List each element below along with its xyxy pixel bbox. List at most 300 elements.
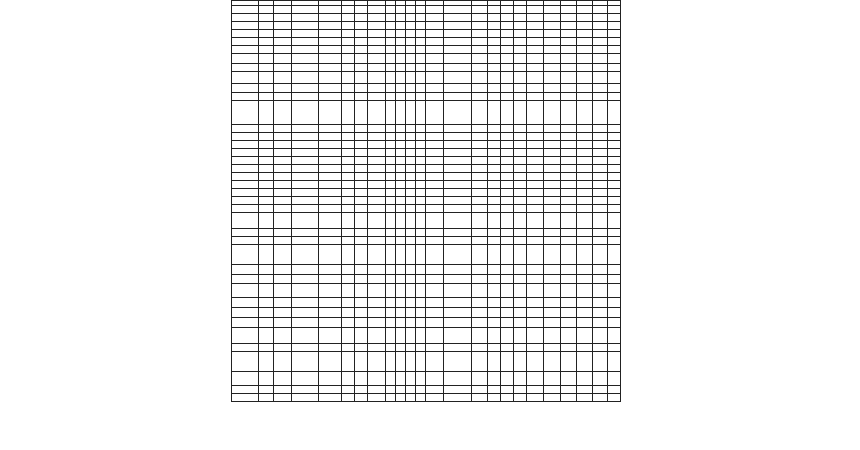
table-cell xyxy=(472,72,488,84)
table-cell xyxy=(501,125,514,133)
table-cell xyxy=(472,30,488,38)
table-cell xyxy=(274,394,292,402)
table-cell xyxy=(274,101,292,125)
table-cell xyxy=(577,275,593,284)
table-cell xyxy=(544,197,561,205)
table-row xyxy=(232,64,621,72)
table-cell xyxy=(406,54,416,64)
table-cell xyxy=(396,245,406,265)
table-cell xyxy=(593,229,608,237)
table-cell xyxy=(444,101,472,125)
table-cell xyxy=(472,189,488,197)
table-cell xyxy=(342,372,355,386)
table-cell xyxy=(514,298,527,308)
table-cell xyxy=(444,352,472,372)
table-cell xyxy=(426,14,444,22)
table-cell xyxy=(501,197,514,205)
table-cell xyxy=(342,38,355,46)
table-cell xyxy=(416,54,426,64)
table-cell xyxy=(501,14,514,22)
table-cell xyxy=(355,229,368,237)
table-cell xyxy=(406,328,416,344)
table-cell xyxy=(259,197,274,205)
table-cell xyxy=(444,328,472,344)
table-cell xyxy=(514,173,527,181)
table-cell xyxy=(608,344,621,352)
table-cell xyxy=(488,54,501,64)
table-cell xyxy=(386,197,396,205)
table-cell xyxy=(426,189,444,197)
table-cell xyxy=(396,284,406,298)
table-cell xyxy=(501,149,514,157)
table-cell xyxy=(386,64,396,72)
table-cell xyxy=(426,133,444,141)
table-cell xyxy=(396,344,406,352)
table-cell xyxy=(608,30,621,38)
table-cell xyxy=(232,133,259,141)
table-cell xyxy=(368,133,386,141)
table-cell xyxy=(319,229,342,237)
table-cell xyxy=(274,38,292,46)
table-cell xyxy=(259,125,274,133)
table-cell xyxy=(292,237,319,245)
table-cell xyxy=(472,344,488,352)
table-cell xyxy=(386,125,396,133)
table-cell xyxy=(342,298,355,308)
table-cell xyxy=(501,101,514,125)
table-cell xyxy=(426,308,444,318)
table-cell xyxy=(527,6,544,14)
table-cell xyxy=(608,101,621,125)
table-cell xyxy=(396,372,406,386)
table-cell xyxy=(232,149,259,157)
table-cell xyxy=(544,229,561,237)
table-cell xyxy=(386,72,396,84)
table-cell xyxy=(355,93,368,101)
table-cell xyxy=(444,181,472,189)
table-cell xyxy=(561,157,577,165)
table-cell xyxy=(416,318,426,328)
table-cell xyxy=(608,284,621,298)
table-cell xyxy=(426,372,444,386)
table-cell xyxy=(319,189,342,197)
table-cell xyxy=(444,298,472,308)
table-cell xyxy=(386,165,396,173)
table-cell xyxy=(355,318,368,328)
table-cell xyxy=(593,101,608,125)
table-cell xyxy=(292,352,319,372)
table-cell xyxy=(368,181,386,189)
table-cell xyxy=(608,22,621,30)
table-cell xyxy=(444,372,472,386)
table-cell xyxy=(514,165,527,173)
table-cell xyxy=(232,284,259,298)
table-cell xyxy=(396,22,406,30)
table-cell xyxy=(386,352,396,372)
table-cell xyxy=(368,245,386,265)
table-cell xyxy=(342,197,355,205)
table-cell xyxy=(514,14,527,22)
table-cell xyxy=(444,64,472,72)
table-cell xyxy=(577,125,593,133)
table-cell xyxy=(342,318,355,328)
table-cell xyxy=(396,14,406,22)
table-cell xyxy=(577,157,593,165)
table-cell xyxy=(608,64,621,72)
table-row xyxy=(232,197,621,205)
table-cell xyxy=(593,14,608,22)
table-cell xyxy=(444,229,472,237)
table-cell xyxy=(368,372,386,386)
table-cell xyxy=(488,275,501,284)
table-cell xyxy=(561,14,577,22)
table-cell xyxy=(527,394,544,402)
table-cell xyxy=(593,352,608,372)
table-cell xyxy=(561,141,577,149)
table-cell xyxy=(444,30,472,38)
table-cell xyxy=(355,197,368,205)
table-row xyxy=(232,372,621,386)
table-cell xyxy=(444,344,472,352)
table-cell xyxy=(527,298,544,308)
table-cell xyxy=(355,213,368,229)
table-cell xyxy=(514,308,527,318)
table-cell xyxy=(386,101,396,125)
table-cell xyxy=(561,298,577,308)
table-cell xyxy=(259,205,274,213)
table-cell xyxy=(319,30,342,38)
table-cell xyxy=(319,6,342,14)
table-cell xyxy=(577,14,593,22)
table-cell xyxy=(406,344,416,352)
table-cell xyxy=(416,72,426,84)
table-cell xyxy=(232,72,259,84)
table-cell xyxy=(386,328,396,344)
table-cell xyxy=(292,275,319,284)
table-cell xyxy=(292,72,319,84)
table-cell xyxy=(274,344,292,352)
table-row xyxy=(232,125,621,133)
table-cell xyxy=(292,344,319,352)
table-row xyxy=(232,101,621,125)
table-cell xyxy=(561,38,577,46)
table-cell xyxy=(501,352,514,372)
table-cell xyxy=(426,22,444,30)
table-cell xyxy=(368,275,386,284)
table-cell xyxy=(396,30,406,38)
table-cell xyxy=(426,38,444,46)
table-cell xyxy=(593,328,608,344)
table-cell xyxy=(292,386,319,394)
table-cell xyxy=(577,22,593,30)
table-cell xyxy=(488,133,501,141)
table-cell xyxy=(488,173,501,181)
table-cell xyxy=(355,14,368,22)
table-cell xyxy=(355,173,368,181)
table-cell xyxy=(274,165,292,173)
table-cell xyxy=(274,189,292,197)
table-cell xyxy=(593,344,608,352)
table-cell xyxy=(292,84,319,93)
table-cell xyxy=(527,133,544,141)
table-cell xyxy=(274,54,292,64)
table-cell xyxy=(527,328,544,344)
table-cell xyxy=(527,14,544,22)
table-cell xyxy=(514,149,527,157)
table-cell xyxy=(368,54,386,64)
table-cell xyxy=(355,149,368,157)
table-cell xyxy=(396,84,406,93)
table-row xyxy=(232,165,621,173)
table-cell xyxy=(444,275,472,284)
table-cell xyxy=(544,64,561,72)
table-cell xyxy=(444,54,472,64)
table-cell xyxy=(355,189,368,197)
table-row xyxy=(232,205,621,213)
table-cell xyxy=(416,6,426,14)
table-cell xyxy=(514,101,527,125)
table-cell xyxy=(472,125,488,133)
table-row xyxy=(232,229,621,237)
table-cell xyxy=(406,149,416,157)
table-cell xyxy=(274,318,292,328)
table-cell xyxy=(416,352,426,372)
table-cell xyxy=(488,245,501,265)
table-cell xyxy=(472,265,488,275)
table-cell xyxy=(488,64,501,72)
table-cell xyxy=(319,22,342,30)
table-cell xyxy=(577,6,593,14)
table-cell xyxy=(488,229,501,237)
table-cell xyxy=(274,181,292,189)
table-cell xyxy=(232,173,259,181)
table-cell xyxy=(355,372,368,386)
table-cell xyxy=(426,213,444,229)
table-cell xyxy=(444,245,472,265)
table-cell xyxy=(416,237,426,245)
table-cell xyxy=(386,46,396,54)
table-cell xyxy=(593,46,608,54)
table-cell xyxy=(319,38,342,46)
table-cell xyxy=(319,46,342,54)
table-cell xyxy=(396,197,406,205)
table-cell xyxy=(472,328,488,344)
table-cell xyxy=(386,205,396,213)
table-cell xyxy=(514,344,527,352)
table-cell xyxy=(544,22,561,30)
table-cell xyxy=(342,64,355,72)
table-cell xyxy=(292,38,319,46)
table-cell xyxy=(472,298,488,308)
table-cell xyxy=(274,308,292,318)
table-cell xyxy=(472,6,488,14)
table-cell xyxy=(444,284,472,298)
table-cell xyxy=(544,328,561,344)
table-cell xyxy=(368,386,386,394)
table-cell xyxy=(527,64,544,72)
table-cell xyxy=(608,72,621,84)
table-cell xyxy=(416,64,426,72)
table-cell xyxy=(472,84,488,93)
table-cell xyxy=(386,93,396,101)
table-cell xyxy=(292,46,319,54)
table-cell xyxy=(416,372,426,386)
table-cell xyxy=(274,372,292,386)
table-cell xyxy=(608,157,621,165)
table-cell xyxy=(527,237,544,245)
table-cell xyxy=(406,30,416,38)
table-cell xyxy=(577,352,593,372)
table-cell xyxy=(386,394,396,402)
table-cell xyxy=(544,265,561,275)
table-cell xyxy=(355,101,368,125)
table-cell xyxy=(292,245,319,265)
table-cell xyxy=(319,64,342,72)
table-cell xyxy=(292,173,319,181)
table-cell xyxy=(514,46,527,54)
table-cell xyxy=(259,189,274,197)
table-cell xyxy=(232,298,259,308)
table-cell xyxy=(426,165,444,173)
table-cell xyxy=(544,213,561,229)
table-cell xyxy=(544,141,561,149)
table-cell xyxy=(406,352,416,372)
table-cell xyxy=(368,318,386,328)
table-cell xyxy=(319,84,342,93)
table-cell xyxy=(561,22,577,30)
table-cell xyxy=(396,93,406,101)
table-cell xyxy=(444,141,472,149)
table-row xyxy=(232,265,621,275)
table-cell xyxy=(501,318,514,328)
table-row xyxy=(232,308,621,318)
table-row xyxy=(232,344,621,352)
table-cell xyxy=(593,133,608,141)
table-row xyxy=(232,6,621,14)
table-cell xyxy=(544,46,561,54)
table-cell xyxy=(406,173,416,181)
table-cell xyxy=(527,149,544,157)
table-cell xyxy=(544,157,561,165)
table-cell xyxy=(593,72,608,84)
table-cell xyxy=(396,46,406,54)
table-cell xyxy=(342,133,355,141)
table-cell xyxy=(501,308,514,318)
table-cell xyxy=(259,181,274,189)
table-row xyxy=(232,181,621,189)
table-cell xyxy=(259,308,274,318)
table-cell xyxy=(368,173,386,181)
table-cell xyxy=(259,229,274,237)
table-cell xyxy=(472,245,488,265)
table-cell xyxy=(488,157,501,165)
table-cell xyxy=(561,386,577,394)
table-cell xyxy=(355,394,368,402)
table-cell xyxy=(342,265,355,275)
table-cell xyxy=(488,284,501,298)
table-cell xyxy=(426,54,444,64)
table-cell xyxy=(577,205,593,213)
table-cell xyxy=(259,173,274,181)
table-cell xyxy=(444,386,472,394)
table-cell xyxy=(368,298,386,308)
table-cell xyxy=(488,22,501,30)
table-cell xyxy=(319,372,342,386)
table-cell xyxy=(386,22,396,30)
table-cell xyxy=(608,352,621,372)
table-cell xyxy=(259,93,274,101)
table-cell xyxy=(544,6,561,14)
data-table xyxy=(231,0,621,402)
table-cell xyxy=(608,38,621,46)
table-cell xyxy=(577,30,593,38)
table-cell xyxy=(232,54,259,64)
table-cell xyxy=(396,38,406,46)
table-cell xyxy=(416,173,426,181)
table-cell xyxy=(342,229,355,237)
table-cell xyxy=(577,38,593,46)
table-cell xyxy=(527,84,544,93)
table-cell xyxy=(406,284,416,298)
table-cell xyxy=(368,101,386,125)
table-cell xyxy=(406,394,416,402)
table-cell xyxy=(259,275,274,284)
table-cell xyxy=(342,125,355,133)
table-cell xyxy=(593,64,608,72)
table-cell xyxy=(527,189,544,197)
table-cell xyxy=(426,197,444,205)
table-cell xyxy=(406,237,416,245)
table-cell xyxy=(561,101,577,125)
table-cell xyxy=(593,284,608,298)
table-cell xyxy=(386,6,396,14)
table-cell xyxy=(472,394,488,402)
table-cell xyxy=(342,189,355,197)
table-cell xyxy=(577,93,593,101)
table-cell xyxy=(259,328,274,344)
table-cell xyxy=(355,344,368,352)
table-cell xyxy=(544,93,561,101)
table-cell xyxy=(514,229,527,237)
table-cell xyxy=(406,133,416,141)
table-cell xyxy=(514,38,527,46)
table-cell xyxy=(368,165,386,173)
table-cell xyxy=(608,275,621,284)
table-cell xyxy=(274,237,292,245)
table-cell xyxy=(593,38,608,46)
table-cell xyxy=(396,54,406,64)
table-cell xyxy=(426,265,444,275)
table-cell xyxy=(426,394,444,402)
table-cell xyxy=(274,84,292,93)
table-cell xyxy=(396,205,406,213)
table-cell xyxy=(488,181,501,189)
table-cell xyxy=(319,344,342,352)
table-cell xyxy=(406,229,416,237)
table-cell xyxy=(386,189,396,197)
table-cell xyxy=(444,173,472,181)
table-cell xyxy=(368,93,386,101)
table-cell xyxy=(501,394,514,402)
table-cell xyxy=(426,72,444,84)
table-cell xyxy=(501,245,514,265)
table-cell xyxy=(342,394,355,402)
table-cell xyxy=(342,141,355,149)
table-cell xyxy=(514,141,527,149)
table-cell xyxy=(577,54,593,64)
table-cell xyxy=(608,84,621,93)
table-cell xyxy=(514,284,527,298)
